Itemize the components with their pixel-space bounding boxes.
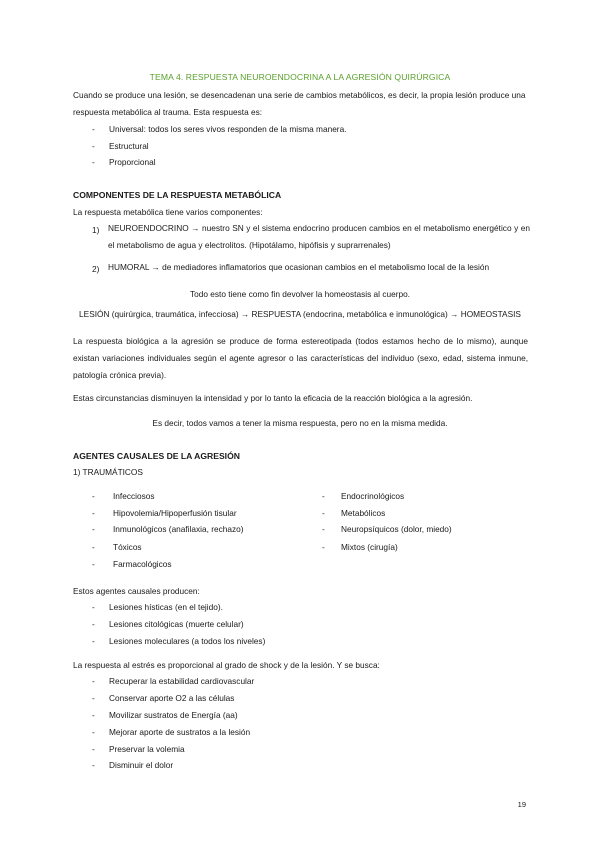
response-flow: LESIÓN (quirúrgica, traumática, infecciosa) → RESPUESTA (endocrina, metabólica e inmunológica) → HOMEOSTASIS (79, 309, 521, 319)
produce-item: Lesiones hísticas (en el tejido). (109, 602, 223, 612)
agents-subheading: 1) TRAUMÁTICOS (73, 467, 143, 477)
paragraph: Estas circunstancias disminuyen la intensidad y por lo tanto la eficacia de la reacción biológica a la agresión. (73, 393, 473, 403)
intro-item: Estructural (109, 141, 149, 151)
agents-heading: AGENTES CAUSALES DE LA AGRESIÓN (73, 451, 240, 461)
dash-bullet: - (322, 508, 325, 518)
stress-item: Mejorar aporte de sustratos a la lesión (109, 727, 251, 737)
dash-bullet: - (92, 141, 95, 151)
document-title: TEMA 4. RESPUESTA NEUROENDOCRINA A LA AGRESIÓN QUIRÚRGICA (149, 72, 451, 82)
dash-bullet: - (92, 710, 95, 720)
dash-bullet: - (92, 727, 95, 737)
agent-item: Neuropsíquicos (dolor, miedo) (341, 524, 452, 534)
intro-item: Proporcional (109, 157, 156, 167)
paragraph: Es decir, todos vamos a tener la misma respuesta, pero no en la misma medida. (152, 418, 448, 428)
stress-item: Preservar la volemia (109, 744, 185, 754)
homeostasis-note: Todo esto tiene como fin devolver la homeostasis al cuerpo. (190, 289, 410, 299)
dash-bullet: - (322, 524, 325, 534)
page-number: 19 (517, 800, 526, 809)
component-item: NEUROENDOCRINO → nuestro SN y el sistema endocrino producen cambios en el metabolismo energético y en el metabolismo de agua y electrolitos. (Hipotálamo, hipófisis y suprarrenales) (108, 223, 530, 250)
dash-bullet: - (92, 124, 95, 134)
dash-bullet: - (92, 676, 95, 686)
agent-item: Tóxicos (113, 542, 142, 552)
stress-item: Recuperar la estabilidad cardiovascular (109, 676, 255, 686)
produce-item: Lesiones citológicas (muerte celular) (109, 619, 244, 629)
paragraph: La respuesta biológica a la agresión se produce de forma estereotipada (todos estamos hecho de lo mismo), aunque existan variaciones individuales según el agente agresor o las características del individuo (sexo, edad, sistema inmune, patología crónica previa). (73, 336, 528, 380)
component-item: HUMORAL → de mediadores inflamatorios que ocasionan cambios en el metabolismo local de la lesión (108, 262, 490, 272)
dash-bullet: - (92, 619, 95, 629)
produce-item: Lesiones moleculares (a todos los niveles) (109, 636, 266, 646)
list-number: 2) (92, 264, 100, 274)
list-number: 1) (92, 225, 100, 235)
dash-bullet: - (92, 760, 95, 770)
agent-item: Mixtos (cirugía) (341, 542, 398, 552)
dash-bullet: - (92, 508, 95, 518)
dash-bullet: - (92, 524, 95, 534)
stress-item: Movilizar sustratos de Energía (aa) (109, 710, 238, 720)
dash-bullet: - (322, 491, 325, 501)
produce-lead: Estos agentes causales producen: (73, 586, 200, 596)
agent-item: Farmacológicos (113, 559, 172, 569)
dash-bullet: - (92, 636, 95, 646)
stress-lead: La respuesta al estrés es proporcional al grado de shock y de la lesión. Y se busca: (73, 660, 380, 670)
dash-bullet: - (92, 744, 95, 754)
dash-bullet: - (92, 602, 95, 612)
components-heading: COMPONENTES DE LA RESPUESTA METABÓLICA (73, 190, 282, 200)
dash-bullet: - (92, 491, 95, 501)
stress-item: Conservar aporte O2 a las células (109, 693, 235, 703)
dash-bullet: - (92, 157, 95, 167)
agent-item: Inmunológicos (anafilaxia, rechazo) (113, 524, 244, 534)
agent-item: Endocrinológicos (341, 491, 405, 501)
agent-item: Infecciosos (113, 491, 155, 501)
intro-paragraph: Cuando se produce una lesión, se desencadenan una serie de cambios metabólicos, es decir, la propia lesión produce una respuesta metabólica al trauma. Esta respuesta es: (73, 90, 526, 117)
dash-bullet: - (92, 559, 95, 569)
agent-item: Hipovolemia/Hipoperfusión tisular (113, 508, 237, 518)
components-lead: La respuesta metabólica tiene varios componentes: (73, 207, 263, 217)
dash-bullet: - (322, 542, 325, 552)
intro-item: Universal: todos los seres vivos responden de la misma manera. (109, 124, 347, 134)
dash-bullet: - (92, 542, 95, 552)
dash-bullet: - (92, 693, 95, 703)
agent-item: Metabólicos (341, 508, 386, 518)
stress-item: Disminuir el dolor (109, 760, 174, 770)
